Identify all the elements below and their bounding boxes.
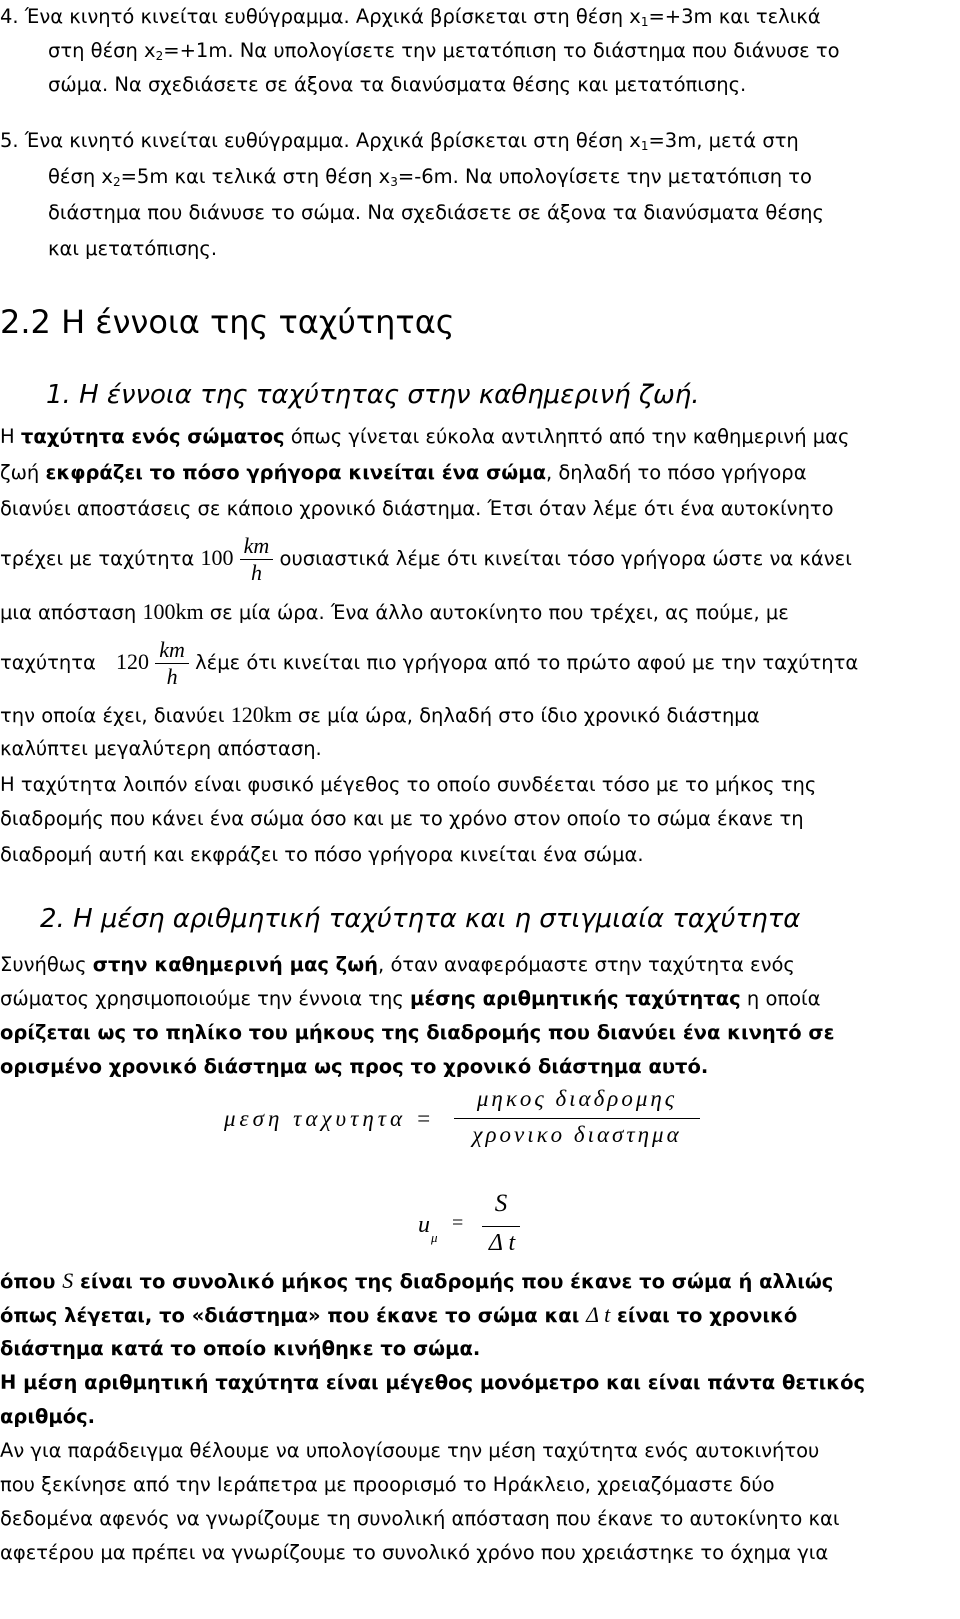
sub1-line-1: Η ταχύτητα ενός σώματος όπως γίνεται εύκολα αντιληπτό από την καθημερινή μας [0,425,850,448]
exercise-5-line-1: 5. Ένα κινητό κινείται ευθύγραμμα. Αρχικά βρίσκεται στη θέση $x_1=3m$, μετά στη [0,129,799,153]
section-title: 2.2 Η έννοια της ταχύτητας [0,303,455,341]
sub1-line-3: διανύει αποστάσεις σε κάποιο χρονικό διάστημα. Έτσι όταν λέμε ότι ένα αυτοκίνητο [0,497,834,520]
sub1-line-8: καλύπτει μεγαλύτερη απόσταση. [0,737,322,760]
exercise-4-line-3: σώμα. Να σχεδιάσετε σε άξονα τα διανύσματα θέσης και μετατόπισης. [48,73,747,96]
sub2-example-line-1: Αν για παράδειγμα θέλουμε να υπολογίσουμε την μέση ταχύτητα ενός αυτοκινήτου [0,1439,820,1462]
sub2-example-line-3: δεδομένα αφενός να γνωρίζουμε τη συνολική απόσταση που έκανε το αυτοκίνητο και [0,1507,840,1530]
sub2-def-line-1: όπου S είναι το συνολικό μήκος της διαδρομής που έκανε το σώμα ή αλλιώς [0,1268,834,1293]
sub2-line-3: ορίζεται ως το πηλίκο του μήκους της διαδρομής που διανύει ένα κινητό σε [0,1021,835,1044]
sub2-def-line-2: όπως λέγεται, το «διάστημα» που έκανε το σώμα και Δ t είναι το χρονικό [0,1302,798,1327]
exercise-5-line-4: και μετατόπισης. [48,237,218,260]
sub2-example-line-4: αφετέρου μα πρέπει να γνωρίζουμε το συνολικό χρόνο που χρειάστηκε το όχημα για [0,1541,829,1564]
sub2-example-line-2: που ξεκίνησε από την Ιεράπετρα με προορισμό το Ηράκλειο, χρειαζόμαστε δύο [0,1473,775,1496]
subsection-2-title: 2. Η μέση αριθμητική ταχύτητα και η στιγμιαία ταχύτητα [40,904,801,934]
subsection-1-title: 1. Η έννοια της ταχύτητας στην καθημερινή ζωή. [46,380,700,410]
sub2-line-1: Συνήθως στην καθημερινή μας ζωή, όταν αναφερόμαστε στην ταχύτητα ενός [0,953,795,976]
sub1-para2-line-3: διαδρομή αυτή και εκφράζει το πόσο γρήγορα κινείται ένα σώμα. [0,843,644,866]
sub1-line-2: ζωή εκφράζει το πόσο γρήγορα κινείται ένα σώμα, δηλαδή το πόσο γρήγορα [0,461,807,484]
sub2-line-4: ορισμένο χρονικό διάστημα ως προς το χρονικό διάστημα αυτό. [0,1055,709,1078]
sub1-para2-line-1: Η ταχύτητα λοιπόν είναι φυσικό μέγεθος το οποίο συνδέεται τόσο με το μήκος της [0,773,817,796]
sub1-line-7: την οποία έχει, διανύει 120km σε μία ώρα, δηλαδή στο ίδιο χρονικό διάστημα [0,702,760,727]
exercise-5-line-3: διάστημα που διάνυσε το σώμα. Να σχεδιάσετε σε άξονα τα διανύσματα θέσης [48,201,824,224]
fraction-km-per-h: $\frac{km}{h}$ [240,533,274,586]
equation-mean-speed-symbols: u μ = S Δ t [418,1190,538,1266]
sub1-line-5: μια απόσταση 100km σε μία ώρα. Ένα άλλο αυτοκίνητο που τρέχει, ας πούμε, με [0,599,789,624]
sub2-line-2: σώματος χρησιμοποιούμε την έννοια της μέσης αριθμητικής ταχύτητας η οποία [0,987,821,1010]
sub2-def-line-3: διάστημα κατά το οποίο κινήθηκε το σώμα. [0,1337,481,1360]
exercise-4-line-2: στη θέση $x_2=+1m$. Να υπολογίσετε την μετατόπιση το διάστημα που διάνυσε το [48,39,840,63]
fraction-km-per-h-2: $\frac{km}{h}$ [155,637,189,690]
sub2-def-line-4: Η μέση αριθμητική ταχύτητα είναι μέγεθος μονόμετρο και είναι πάντα θετικός [0,1371,866,1394]
sub2-def-line-5: αριθμός. [0,1405,96,1428]
sub1-para2-line-2: διαδρομής που κάνει ένα σώμα όσο και με το χρόνο στον οποίο το σώμα έκανε τη [0,807,804,830]
sub1-line-4: τρέχει με ταχύτητα 100 $\frac{km}{h}$ ουσιαστικά λέμε ότι κινείται τόσο γρήγορα ώστε να κάνει [0,533,852,585]
exercise-5-line-2: θέση $x_2=5m$ και τελικά στη θέση $x_3=-6m$. Να υπολογίσετε την μετατόπιση το [48,165,812,189]
sub1-line-6: ταχύτητα 120 $\frac{km}{h}$ λέμε ότι κινείται πιο γρήγορα από το πρώτο αφού με την ταχύτητα [0,637,859,689]
exercise-4-line-1: 4. Ένα κινητό κινείται ευθύγραμμα. Αρχικά βρίσκεται στη θέση $x_1=+3m$ και τελικά [0,5,821,29]
